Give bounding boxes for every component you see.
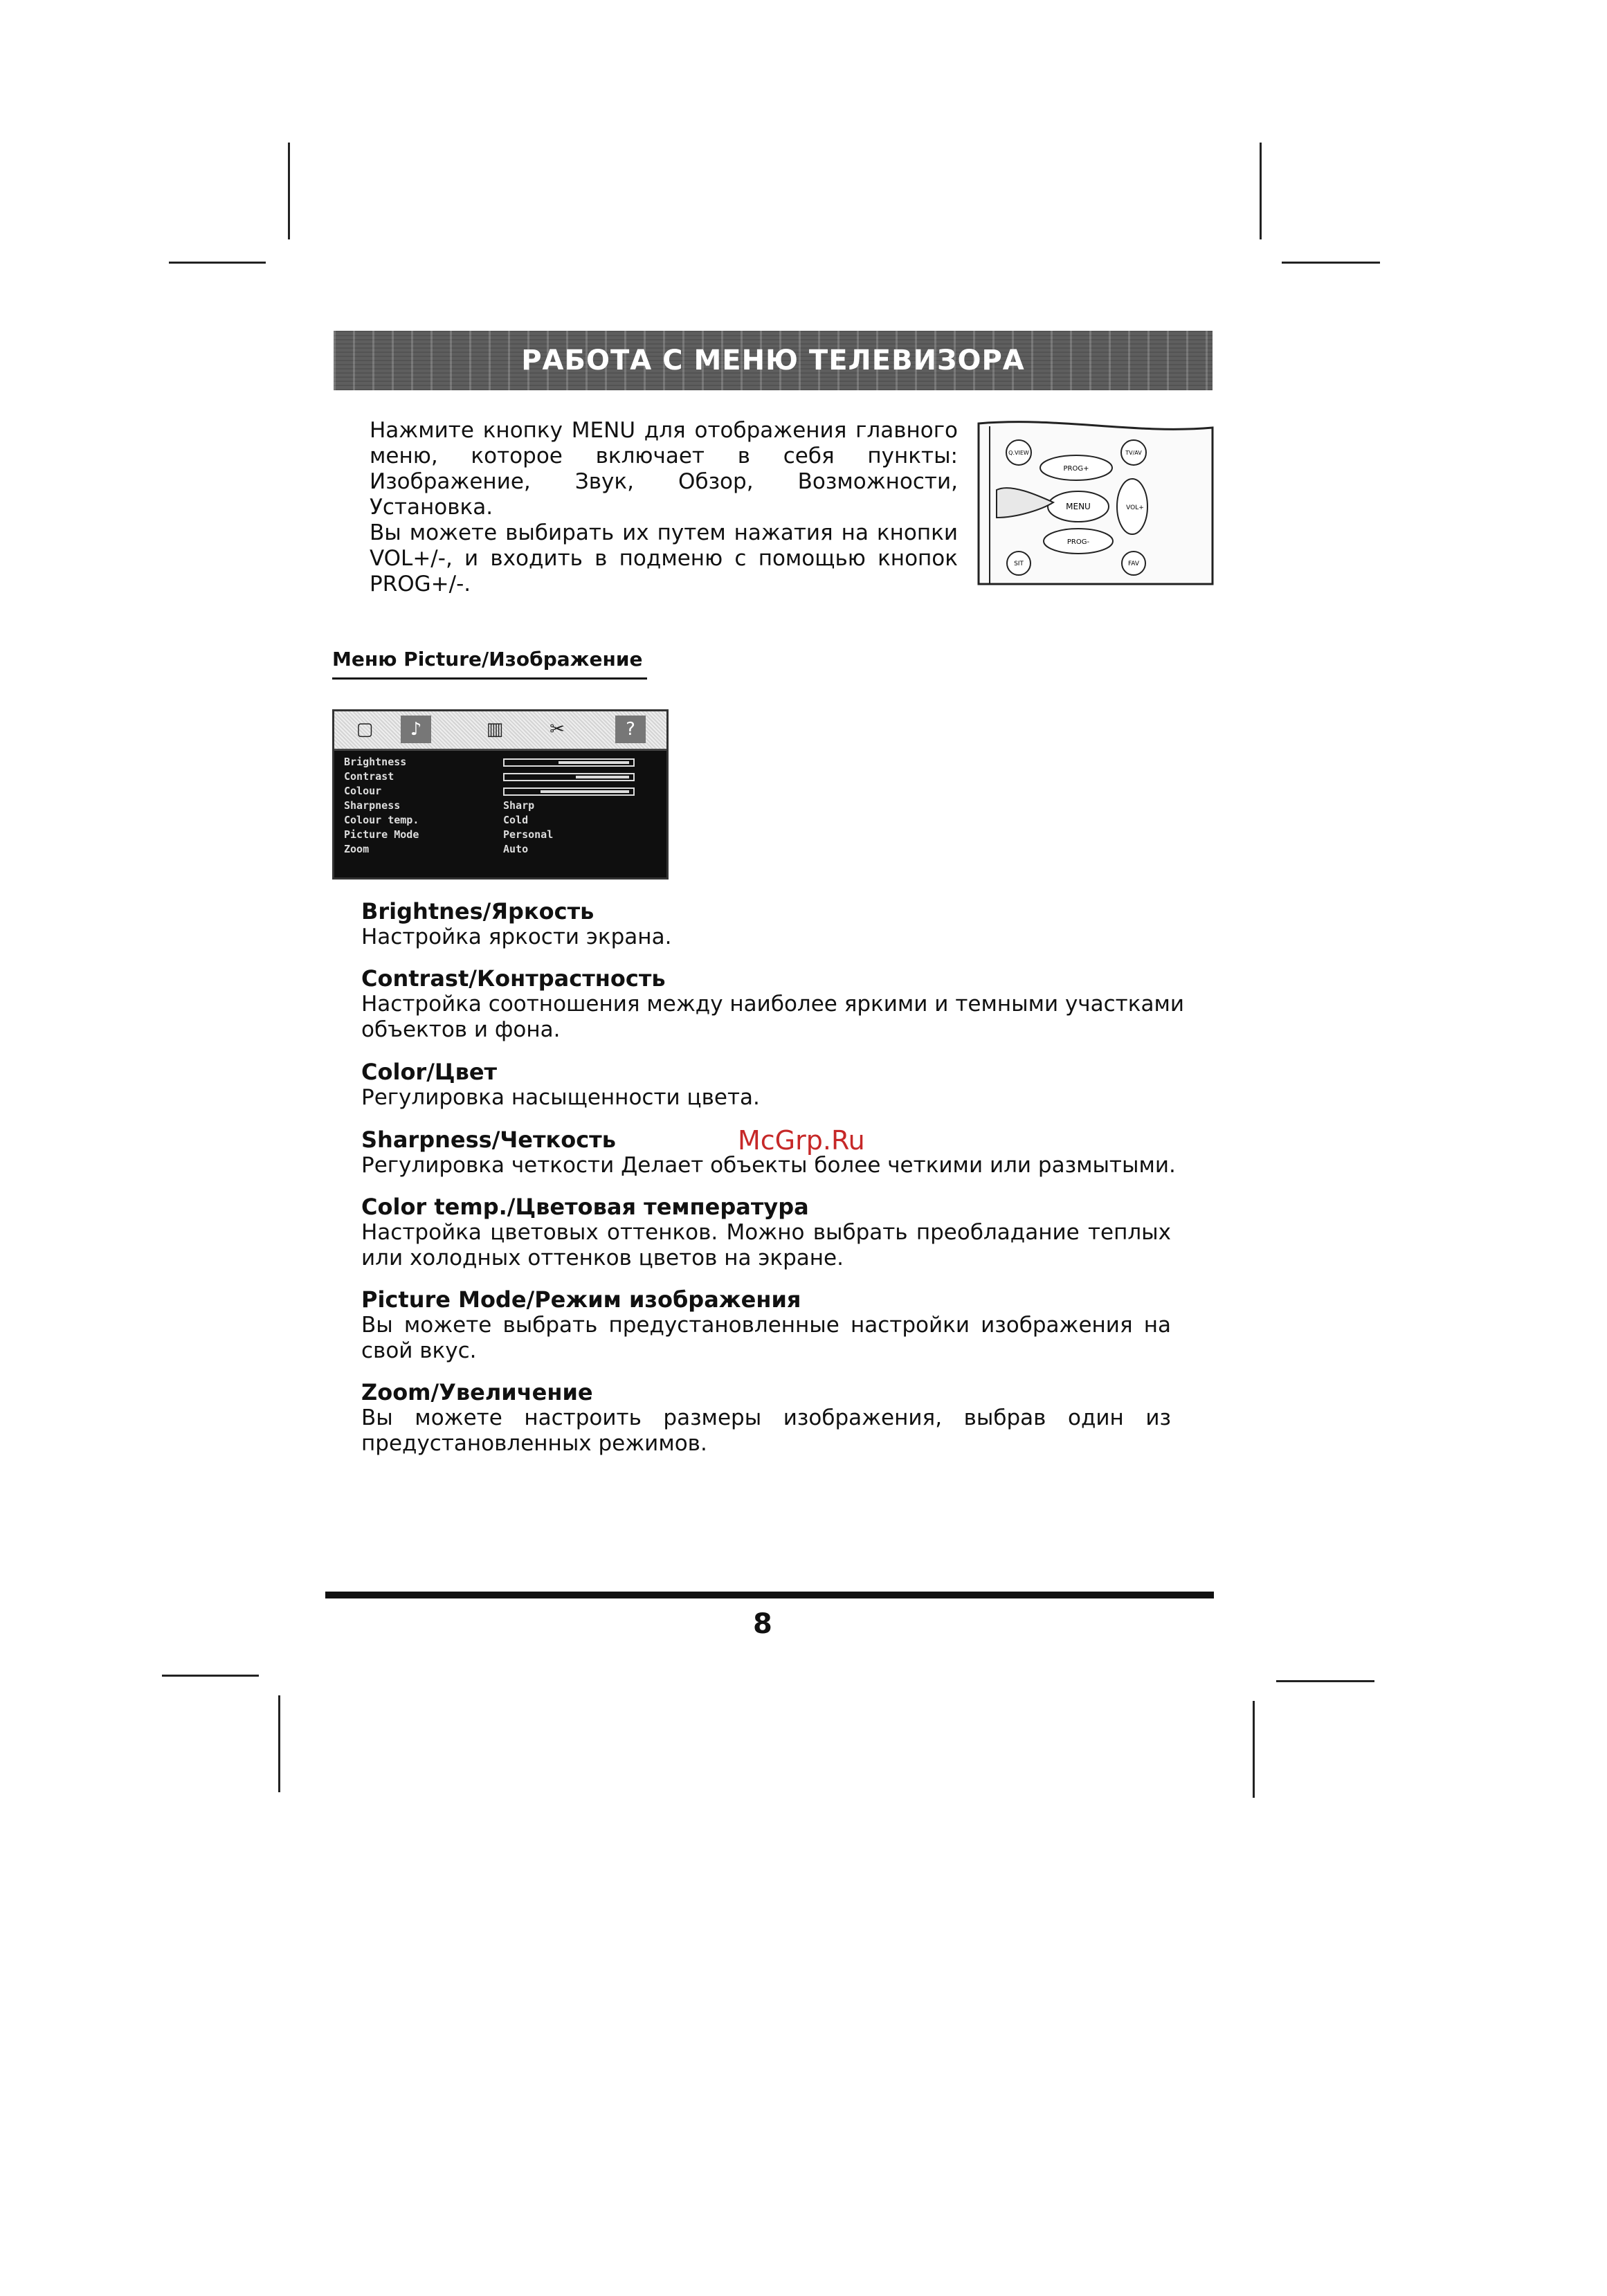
- section-title: Zoom/Увеличение: [361, 1379, 593, 1405]
- crop-mark-top-right-h: [1282, 262, 1380, 264]
- osd-contrast-bar: [503, 773, 635, 781]
- browse-icon: ▥: [486, 719, 504, 740]
- prog-down-label: PROG-: [1066, 538, 1090, 546]
- crop-mark-bottom-left-h: [162, 1675, 259, 1677]
- fav-label: FAV: [1127, 561, 1140, 567]
- page-title-banner: [334, 331, 1213, 390]
- picture-icon: ▢: [356, 719, 374, 740]
- section-title: Picture Mode/Режим изображения: [361, 1286, 801, 1313]
- osd-value: Auto: [503, 843, 529, 855]
- osd-brightness-bar: [503, 758, 635, 767]
- section-body-line: Регулировка насыщенности цвета.: [361, 1085, 760, 1110]
- intro-paragraph: [370, 418, 958, 597]
- remote-control-illustration: [976, 421, 1215, 587]
- section-title: Color/Цвет: [361, 1059, 498, 1085]
- osd-label: Colour: [344, 785, 382, 797]
- osd-tab-bar: [334, 711, 666, 751]
- section-body-line: Вы можете выбрать предустановленные настройки изображения на: [361, 1313, 1171, 1338]
- section-title: Brightnes/Яркость: [361, 898, 594, 924]
- page-number: 8: [753, 1608, 772, 1640]
- osd-label: Contrast: [344, 770, 394, 783]
- section-title: Contrast/Контрастность: [361, 965, 666, 992]
- section-body-line: Регулировка четкости Делает объекты более четкими или размытыми.: [361, 1153, 1176, 1178]
- section-body-line: или холодных оттенков цветов на экране.: [361, 1246, 844, 1270]
- intro-line: Установка.: [370, 495, 493, 520]
- section-body-line: объектов и фона.: [361, 1017, 561, 1042]
- osd-colour-bar: [503, 787, 635, 796]
- menu-picture-heading: Меню Picture/Изображение: [332, 648, 647, 680]
- page-title: РАБОТА С МЕНЮ ТЕЛЕВИЗОРА: [521, 345, 1025, 376]
- crop-mark-top-left: [288, 143, 290, 239]
- osd-value: Cold: [503, 814, 529, 826]
- section-color-temp: [361, 1194, 1171, 1271]
- osd-value: Personal: [503, 828, 554, 841]
- intro-line: PROG+/-.: [370, 572, 471, 596]
- section-contrast: [361, 965, 1184, 1043]
- osd-label: Picture Mode: [344, 828, 419, 841]
- section-body-line: свой вкус.: [361, 1338, 477, 1363]
- crop-mark-top-left-h: [169, 262, 266, 264]
- osd-label: Brightness: [344, 756, 407, 768]
- feature-icon: ✂: [550, 719, 565, 740]
- section-body-line: предустановленных режимов.: [361, 1431, 707, 1456]
- osd-value: Sharp: [503, 799, 535, 812]
- section-brightness: [361, 898, 1171, 949]
- section-picture-mode: [361, 1287, 1171, 1364]
- footer-rule: [325, 1592, 1214, 1598]
- crop-mark-bottom-left: [278, 1695, 280, 1792]
- sound-icon: ♪: [401, 716, 431, 743]
- qview-label: Q.VIEW: [1008, 450, 1029, 456]
- section-body-line: Настройка яркости экрана.: [361, 924, 672, 949]
- osd-label: Colour temp.: [344, 814, 419, 826]
- watermark: McGrp.Ru: [738, 1125, 865, 1156]
- sit-label: SIT: [1014, 561, 1024, 567]
- osd-label: Zoom: [344, 843, 370, 855]
- section-body-line: Настройка соотношения между наиболее яркими и темными участками: [361, 992, 1184, 1017]
- intro-line: Изображение, Звук, Обзор, Возможности,: [370, 469, 958, 494]
- section-title: Color temp./Цветовая температура: [361, 1194, 809, 1220]
- section-title: Sharpness/Четкость: [361, 1127, 616, 1153]
- intro-line: Нажмите кнопку MENU для отображения главного: [370, 418, 958, 443]
- crop-mark-bottom-right: [1253, 1701, 1255, 1798]
- osd-menu-screenshot: [332, 709, 669, 880]
- tvav-label: TV/AV: [1125, 450, 1142, 456]
- crop-mark-top-right: [1260, 143, 1262, 239]
- section-color: [361, 1059, 1171, 1110]
- prog-up-label: PROG+: [1063, 465, 1089, 473]
- intro-line: Вы можете выбирать их путем нажатия на кнопки: [370, 520, 958, 545]
- menu-label: MENU: [1066, 502, 1091, 511]
- crop-mark-bottom-right-h: [1276, 1680, 1374, 1682]
- section-body-line: Настройка цветовых оттенков. Можно выбрать преобладание теплых: [361, 1220, 1171, 1245]
- intro-line: меню, которое включает в себя пункты:: [370, 444, 958, 468]
- vol-up-label: VOL+: [1126, 504, 1144, 511]
- section-body-line: Вы можете настроить размеры изображения, выбрав один из: [361, 1405, 1171, 1430]
- setup-icon: ?: [615, 716, 646, 743]
- section-zoom: [361, 1380, 1171, 1457]
- intro-line: VOL+/-, и входить в подменю с помощью кнопок: [370, 546, 958, 571]
- osd-label: Sharpness: [344, 799, 401, 812]
